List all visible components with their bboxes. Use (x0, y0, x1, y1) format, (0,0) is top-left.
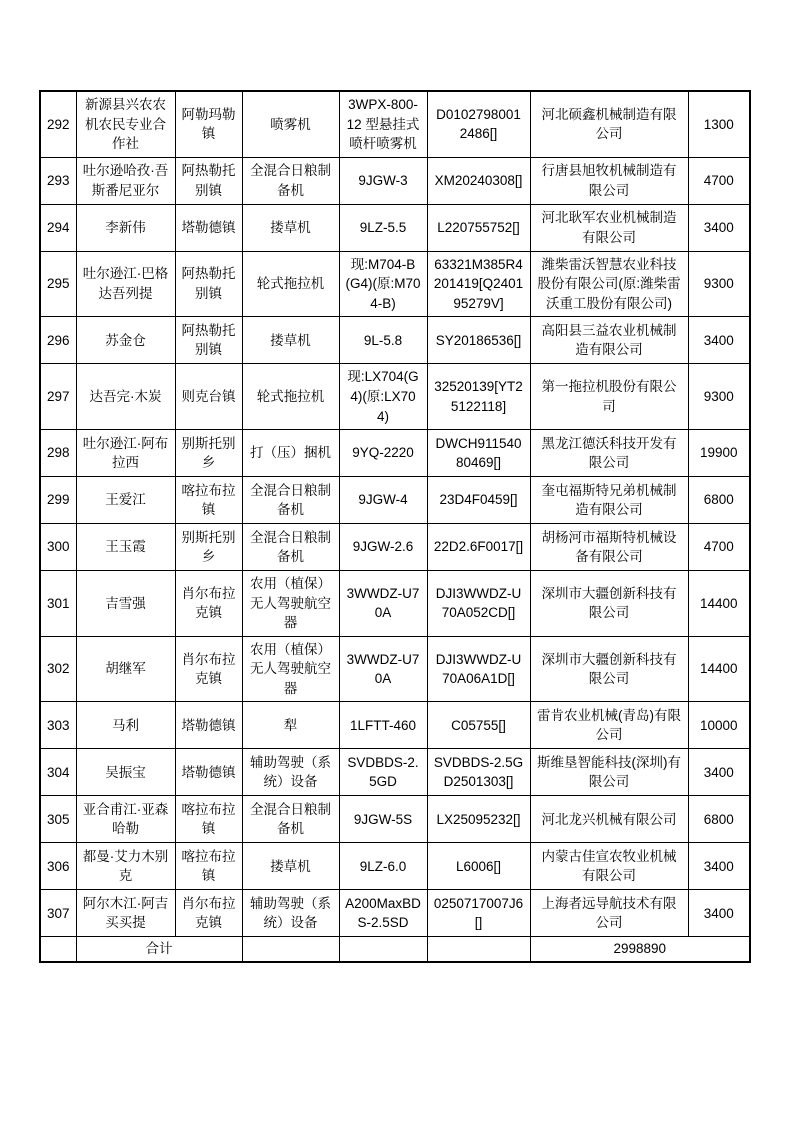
manufacturer-cell: 潍柴雷沃智慧农业科技股份有限公司(原:潍柴雷沃重工股份有限公司) (530, 251, 688, 317)
owner-name-cell: 王玉霞 (76, 524, 175, 571)
row-number-cell: 307 (40, 890, 76, 937)
owner-name-cell: 胡继军 (76, 636, 175, 702)
subsidy-table (39, 90, 751, 963)
amount-cell: 3400 (688, 317, 750, 364)
model-cell: 3WWDZ-U70A (339, 571, 427, 637)
owner-name-cell: 达吾完·木炭 (76, 364, 175, 430)
town-cell: 别斯托别乡 (175, 524, 242, 571)
serial-number-cell: D01027980012486[] (427, 91, 530, 157)
manufacturer-cell: 深圳市大疆创新科技有限公司 (530, 636, 688, 702)
town-cell: 肖尔布拉克镇 (175, 890, 242, 937)
table-body (40, 91, 750, 937)
total-amount-cell: 2998890 (530, 937, 750, 962)
row-number-cell: 302 (40, 636, 76, 702)
table-row (40, 571, 750, 637)
row-number-cell: 294 (40, 204, 76, 251)
manufacturer-cell: 河北龙兴机械有限公司 (530, 796, 688, 843)
model-cell: 9YQ-2220 (339, 430, 427, 477)
model-cell: 9JGW-5S (339, 796, 427, 843)
machine-type-cell: 辅助驾驶（系统）设备 (242, 890, 339, 937)
owner-name-cell: 吉雪强 (76, 571, 175, 637)
machine-type-cell: 农用（植保）无人驾驶航空器 (242, 571, 339, 637)
manufacturer-cell: 河北耿军农业机械制造有限公司 (530, 204, 688, 251)
amount-cell: 4700 (688, 157, 750, 204)
table-row (40, 477, 750, 524)
manufacturer-cell: 黑龙江德沃科技开发有限公司 (530, 430, 688, 477)
town-cell: 喀拉布拉镇 (175, 843, 242, 890)
model-cell: 9JGW-2.6 (339, 524, 427, 571)
model-cell: SVDBDS-2.5GD (339, 749, 427, 796)
row-number-cell: 303 (40, 702, 76, 749)
row-number-cell: 296 (40, 317, 76, 364)
owner-name-cell: 阿尔木江·阿吉买买提 (76, 890, 175, 937)
serial-number-cell: L220755752[] (427, 204, 530, 251)
town-cell: 喀拉布拉镇 (175, 477, 242, 524)
row-number-cell: 305 (40, 796, 76, 843)
model-cell: 3WPX-800-12 型悬挂式喷杆喷雾机 (339, 91, 427, 157)
serial-number-cell: 23D4F0459[] (427, 477, 530, 524)
manufacturer-cell: 胡杨河市福斯特机械设备有限公司 (530, 524, 688, 571)
owner-name-cell: 吐尔逊江·阿布拉西 (76, 430, 175, 477)
row-number-cell: 292 (40, 91, 76, 157)
row-number-cell: 299 (40, 477, 76, 524)
manufacturer-cell: 第一拖拉机股份有限公司 (530, 364, 688, 430)
amount-cell: 1300 (688, 91, 750, 157)
total-label-cell: 合计 (76, 937, 242, 962)
machine-type-cell: 轮式拖拉机 (242, 251, 339, 317)
manufacturer-cell: 河北硕鑫机械制造有限公司 (530, 91, 688, 157)
manufacturer-cell: 行唐县旭牧机械制造有限公司 (530, 157, 688, 204)
machine-type-cell: 犁 (242, 702, 339, 749)
serial-number-cell: XM20240308[] (427, 157, 530, 204)
model-cell: 1LFTT-460 (339, 702, 427, 749)
town-cell: 阿勒玛勒镇 (175, 91, 242, 157)
table-row (40, 636, 750, 702)
table-row (40, 91, 750, 157)
amount-cell: 19900 (688, 430, 750, 477)
serial-number-cell: 22D2.6F0017[] (427, 524, 530, 571)
row-number-cell: 298 (40, 430, 76, 477)
total-empty-model-cell (339, 937, 427, 962)
row-number-cell: 304 (40, 749, 76, 796)
row-number-cell: 295 (40, 251, 76, 317)
serial-number-cell: DJI3WWDZ-U70A06A1D[] (427, 636, 530, 702)
serial-number-cell: 32520139[YT25122118] (427, 364, 530, 430)
machine-type-cell: 搂草机 (242, 317, 339, 364)
manufacturer-cell: 斯维垦智能科技(深圳)有限公司 (530, 749, 688, 796)
machine-type-cell: 全混合日粮制备机 (242, 157, 339, 204)
town-cell: 别斯托别乡 (175, 430, 242, 477)
amount-cell: 9300 (688, 364, 750, 430)
machine-type-cell: 搂草机 (242, 204, 339, 251)
manufacturer-cell: 深圳市大疆创新科技有限公司 (530, 571, 688, 637)
owner-name-cell: 苏金仓 (76, 317, 175, 364)
table-row (40, 204, 750, 251)
machine-type-cell: 喷雾机 (242, 91, 339, 157)
manufacturer-cell: 雷肯农业机械(青岛)有限公司 (530, 702, 688, 749)
owner-name-cell: 马利 (76, 702, 175, 749)
table-row (40, 796, 750, 843)
owner-name-cell: 李新伟 (76, 204, 175, 251)
amount-cell: 14400 (688, 636, 750, 702)
model-cell: 9LZ-6.0 (339, 843, 427, 890)
town-cell: 肖尔布拉克镇 (175, 636, 242, 702)
machine-type-cell: 打（压）捆机 (242, 430, 339, 477)
serial-number-cell: SVDBDS-2.5GD2501303[] (427, 749, 530, 796)
table-row (40, 157, 750, 204)
town-cell: 阿热勒托别镇 (175, 317, 242, 364)
amount-cell: 3400 (688, 843, 750, 890)
table-row (40, 364, 750, 430)
model-cell: 9JGW-4 (339, 477, 427, 524)
amount-cell: 6800 (688, 796, 750, 843)
owner-name-cell: 吐尔逊江·巴格达吾列提 (76, 251, 175, 317)
machine-type-cell: 全混合日粮制备机 (242, 524, 339, 571)
owner-name-cell: 吴振宝 (76, 749, 175, 796)
row-number-cell: 300 (40, 524, 76, 571)
model-cell: A200MaxBDS-2.5SD (339, 890, 427, 937)
table-row (40, 251, 750, 317)
owner-name-cell: 亚合甫江·亚森哈勒 (76, 796, 175, 843)
amount-cell: 3400 (688, 749, 750, 796)
town-cell: 喀拉布拉镇 (175, 796, 242, 843)
table-row (40, 749, 750, 796)
owner-name-cell: 吐尔逊哈孜·吾斯番尼亚尔 (76, 157, 175, 204)
total-empty-type-cell (242, 937, 339, 962)
manufacturer-cell: 内蒙古佳宣农牧业机械有限公司 (530, 843, 688, 890)
table-row (40, 430, 750, 477)
table-row (40, 524, 750, 571)
total-empty-number-cell (40, 937, 76, 962)
machine-type-cell: 农用（植保）无人驾驶航空器 (242, 636, 339, 702)
serial-number-cell: DJI3WWDZ-U70A052CD[] (427, 571, 530, 637)
serial-number-cell: 0250717007J6[] (427, 890, 530, 937)
serial-number-cell: DWCH91154080469[] (427, 430, 530, 477)
table-row (40, 890, 750, 937)
machine-type-cell: 全混合日粮制备机 (242, 796, 339, 843)
amount-cell: 3400 (688, 890, 750, 937)
total-row (40, 937, 750, 962)
amount-cell: 9300 (688, 251, 750, 317)
serial-number-cell: LX25095232[] (427, 796, 530, 843)
amount-cell: 6800 (688, 477, 750, 524)
manufacturer-cell: 上海者远导航技术有限公司 (530, 890, 688, 937)
amount-cell: 10000 (688, 702, 750, 749)
machine-type-cell: 搂草机 (242, 843, 339, 890)
town-cell: 塔勒德镇 (175, 204, 242, 251)
model-cell: 现:LX704(G4)(原:LX704) (339, 364, 427, 430)
town-cell: 则克台镇 (175, 364, 242, 430)
town-cell: 塔勒德镇 (175, 702, 242, 749)
serial-number-cell: SY20186536[] (427, 317, 530, 364)
owner-name-cell: 王爱江 (76, 477, 175, 524)
model-cell: 9LZ-5.5 (339, 204, 427, 251)
model-cell: 9JGW-3 (339, 157, 427, 204)
total-empty-serial-cell (427, 937, 530, 962)
serial-number-cell: 63321M385R4201419[Q240195279V] (427, 251, 530, 317)
serial-number-cell: L6006[] (427, 843, 530, 890)
row-number-cell: 301 (40, 571, 76, 637)
owner-name-cell: 新源县兴农农机农民专业合作社 (76, 91, 175, 157)
machine-type-cell: 轮式拖拉机 (242, 364, 339, 430)
amount-cell: 3400 (688, 204, 750, 251)
row-number-cell: 293 (40, 157, 76, 204)
model-cell: 3WWDZ-U70A (339, 636, 427, 702)
table-row (40, 843, 750, 890)
table-row (40, 702, 750, 749)
machine-type-cell: 全混合日粮制备机 (242, 477, 339, 524)
town-cell: 塔勒德镇 (175, 749, 242, 796)
serial-number-cell: C05755[] (427, 702, 530, 749)
manufacturer-cell: 奎屯福斯特兄弟机械制造有限公司 (530, 477, 688, 524)
amount-cell: 4700 (688, 524, 750, 571)
machine-type-cell: 辅助驾驶（系统）设备 (242, 749, 339, 796)
row-number-cell: 297 (40, 364, 76, 430)
row-number-cell: 306 (40, 843, 76, 890)
amount-cell: 14400 (688, 571, 750, 637)
manufacturer-cell: 高阳县三益农业机械制造有限公司 (530, 317, 688, 364)
town-cell: 肖尔布拉克镇 (175, 571, 242, 637)
model-cell: 9L-5.8 (339, 317, 427, 364)
table-footer (40, 937, 750, 962)
town-cell: 阿热勒托别镇 (175, 251, 242, 317)
model-cell: 现:M704-B(G4)(原:M704-B) (339, 251, 427, 317)
owner-name-cell: 都曼·艾力木别克 (76, 843, 175, 890)
town-cell: 阿热勒托别镇 (175, 157, 242, 204)
table-row (40, 317, 750, 364)
